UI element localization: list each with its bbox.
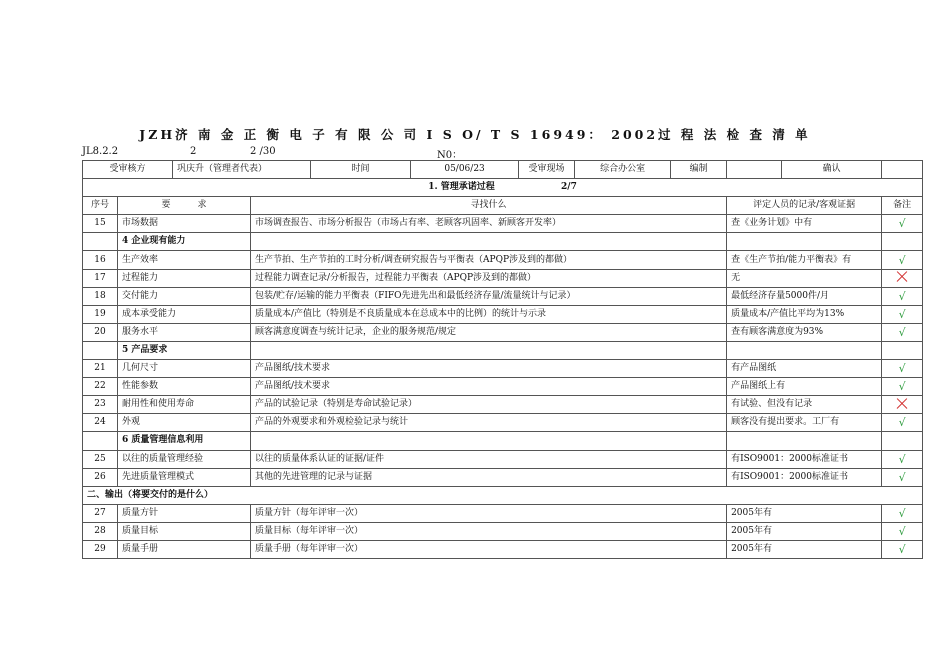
remark-cell: [882, 305, 923, 323]
prepared-label: 编制: [671, 161, 727, 179]
group-label: 5 产品要求: [118, 341, 251, 359]
find-cell: [251, 432, 727, 450]
seq-cell: 25: [83, 450, 118, 468]
table-row: [83, 414, 923, 432]
check-mark-icon: √: [898, 217, 906, 231]
find-cell: 质量手册（每年评审一次）: [251, 540, 727, 558]
requirement-cell: 成本承受能力: [118, 305, 251, 323]
remark-cell: [882, 215, 923, 233]
remark-cell: [882, 269, 923, 287]
doc-code: JL8.2.2: [82, 146, 119, 157]
table-row: [83, 287, 923, 305]
find-cell: 包装/贮存/运输的能力平衡表（FIFO先进先出和最低经济存量/流量统计与记录）: [251, 287, 727, 305]
evidence-cell: 2005年有: [727, 504, 882, 522]
table-row: [83, 396, 923, 414]
section-title-cell: [83, 179, 923, 197]
find-cell: 产品图纸/技术要求: [251, 378, 727, 396]
col-requirement: 要 求: [118, 197, 251, 215]
check-mark-icon: √: [898, 506, 906, 520]
check-mark-icon: √: [898, 452, 906, 466]
table-row: [83, 378, 923, 396]
table-row: [83, 468, 923, 486]
find-cell: 以往的质量体系认证的证据/证件: [251, 450, 727, 468]
col-seq: 序号: [83, 197, 118, 215]
seq-cell: 16: [83, 251, 118, 269]
seq-cell: 19: [83, 305, 118, 323]
table-row: [83, 323, 923, 341]
remark-cell: [882, 468, 923, 486]
remark-cell: [882, 360, 923, 378]
remark-cell: [882, 323, 923, 341]
header-row: [83, 161, 923, 179]
find-cell: 产品的试验记录（特别是寿命试验记录）: [251, 396, 727, 414]
section-page: 2/7: [561, 182, 577, 193]
cross-mark-icon: [896, 398, 908, 410]
requirement-cell: 服务水平: [118, 323, 251, 341]
table-row: [83, 305, 923, 323]
requirement-cell: 耐用性和使用寿命: [118, 396, 251, 414]
evidence-cell: [727, 341, 882, 359]
seq-cell: 15: [83, 215, 118, 233]
check-mark-icon: √: [898, 253, 906, 267]
requirement-cell: 生产效率: [118, 251, 251, 269]
time-label: 时间: [311, 161, 411, 179]
col-remark: 备注: [882, 197, 923, 215]
col-find: 寻找什么: [251, 197, 727, 215]
remark-cell: [882, 504, 923, 522]
prepared-value: [727, 161, 782, 179]
remark-cell: [882, 233, 923, 251]
remark-cell: [882, 414, 923, 432]
check-mark-icon: √: [898, 307, 906, 321]
seq-cell: 18: [83, 287, 118, 305]
auditee-value: 巩庆升（管理者代表）: [173, 161, 311, 179]
evidence-cell: 无: [727, 269, 882, 287]
evidence-cell: 有产品图纸: [727, 360, 882, 378]
confirm-label: 确认: [782, 161, 882, 179]
remark-cell: [882, 522, 923, 540]
remark-cell: [882, 251, 923, 269]
requirement-cell: 外观: [118, 414, 251, 432]
requirement-cell: 质量目标: [118, 522, 251, 540]
find-cell: 生产节拍、生产节拍的工时分析/调查研究报告与平衡表（APQP涉及到的都做）: [251, 251, 727, 269]
group-row: [83, 341, 923, 359]
remark-cell: [882, 378, 923, 396]
seq-cell: 20: [83, 323, 118, 341]
find-cell: 产品的外观要求和外观检验记录与统计: [251, 414, 727, 432]
check-mark-icon: √: [898, 416, 906, 430]
table-row: [83, 360, 923, 378]
remark-cell: [882, 432, 923, 450]
evidence-cell: 查有顾客满意度为93%: [727, 323, 882, 341]
find-cell: 过程能力调查记录/分析报告，过程能力平衡表（APQP涉及到的都做）: [251, 269, 727, 287]
find-cell: 质量目标（每年评审一次）: [251, 522, 727, 540]
requirement-cell: 过程能力: [118, 269, 251, 287]
evidence-cell: 查《业务计划》中有: [727, 215, 882, 233]
check-mark-icon: √: [898, 524, 906, 538]
evidence-cell: 有ISO9001：2000标准证书: [727, 450, 882, 468]
group-row: [83, 233, 923, 251]
doc-version: 2: [190, 146, 197, 157]
evidence-cell: 2005年有: [727, 540, 882, 558]
find-cell: 质量成本/产值比（特别是不良质量成本在总成本中的比例）的统计与示录: [251, 305, 727, 323]
table-row: [83, 522, 923, 540]
output-row: [83, 486, 923, 504]
table-row: [83, 450, 923, 468]
requirement-cell: 质量方针: [118, 504, 251, 522]
site-label: 受审现场: [519, 161, 575, 179]
seq-cell: 21: [83, 360, 118, 378]
check-mark-icon: √: [898, 543, 906, 557]
remark-cell: [882, 450, 923, 468]
seq-cell: 17: [83, 269, 118, 287]
check-mark-icon: √: [898, 289, 906, 303]
requirement-cell: 性能参数: [118, 378, 251, 396]
evidence-cell: [727, 233, 882, 251]
evidence-cell: 有ISO9001：2000标准证书: [727, 468, 882, 486]
remark-cell: [882, 540, 923, 558]
remark-cell: [882, 341, 923, 359]
check-mark-icon: √: [898, 325, 906, 339]
evidence-cell: 质量成本/产值比平均为13%: [727, 305, 882, 323]
section-title: 1. 管理承诺过程: [428, 182, 495, 193]
evidence-cell: 产品图纸上有: [727, 378, 882, 396]
seq-cell: [83, 341, 118, 359]
document-title: JZH济 南 金 正 衡 电 子 有 限 公 司 I S O/ T S 16949： 2002过 程 法 检 查 清 单: [139, 127, 811, 142]
auditee-label: 受审核方: [83, 161, 173, 179]
table-row: [83, 251, 923, 269]
col-evidence: 评定人员的记录/客观证据: [727, 197, 882, 215]
checklist-table: [82, 160, 923, 559]
find-cell: 顾客满意度调查与统计记录，企业的服务规范/规定: [251, 323, 727, 341]
find-cell: [251, 341, 727, 359]
seq-cell: 24: [83, 414, 118, 432]
group-label: 4 企业现有能力: [118, 233, 251, 251]
group-label: 6 质量管理信息利用: [118, 432, 251, 450]
doc-page: 2 /30: [250, 146, 276, 157]
section-row: [83, 179, 923, 197]
remark-cell: [882, 287, 923, 305]
find-cell: 其他的先进管理的记录与证据: [251, 468, 727, 486]
group-row: [83, 432, 923, 450]
evidence-cell: 顾客没有提出要求。工厂有: [727, 414, 882, 432]
table-row: [83, 540, 923, 558]
requirement-cell: 交付能力: [118, 287, 251, 305]
column-header-row: [83, 197, 923, 215]
seq-cell: 22: [83, 378, 118, 396]
remark-cell: [882, 396, 923, 414]
confirm-value: [882, 161, 923, 179]
seq-cell: 26: [83, 468, 118, 486]
find-cell: 市场调查报告、市场分析报告（市场占有率、老顾客巩固率、新顾客开发率）: [251, 215, 727, 233]
seq-cell: 28: [83, 522, 118, 540]
requirement-cell: 以往的质量管理经验: [118, 450, 251, 468]
requirement-cell: 市场数据: [118, 215, 251, 233]
requirement-cell: 质量手册: [118, 540, 251, 558]
table-row: [83, 269, 923, 287]
seq-cell: 29: [83, 540, 118, 558]
evidence-cell: 2005年有: [727, 522, 882, 540]
table-row: [83, 504, 923, 522]
evidence-cell: 查《生产节拍/能力平衡表》有: [727, 251, 882, 269]
check-mark-icon: √: [898, 380, 906, 394]
check-mark-icon: √: [898, 362, 906, 376]
check-mark-icon: √: [898, 470, 906, 484]
requirement-cell: 先进质量管理模式: [118, 468, 251, 486]
evidence-cell: [727, 432, 882, 450]
site-value: 综合办公室: [575, 161, 671, 179]
seq-cell: [83, 233, 118, 251]
find-cell: [251, 233, 727, 251]
find-cell: 产品图纸/技术要求: [251, 360, 727, 378]
doc-number-label: N0：: [437, 150, 463, 161]
requirement-cell: 几何尺寸: [118, 360, 251, 378]
table-row: [83, 215, 923, 233]
evidence-cell: 有试验、但没有记录: [727, 396, 882, 414]
time-value: 05/06/23: [411, 161, 519, 179]
output-label: 二、输出（将要交付的是什么）: [83, 486, 923, 504]
find-cell: 质量方针（每年评审一次）: [251, 504, 727, 522]
seq-cell: [83, 432, 118, 450]
cross-mark-icon: [896, 271, 908, 283]
seq-cell: 23: [83, 396, 118, 414]
evidence-cell: 最低经济存量5000件/月: [727, 287, 882, 305]
seq-cell: 27: [83, 504, 118, 522]
